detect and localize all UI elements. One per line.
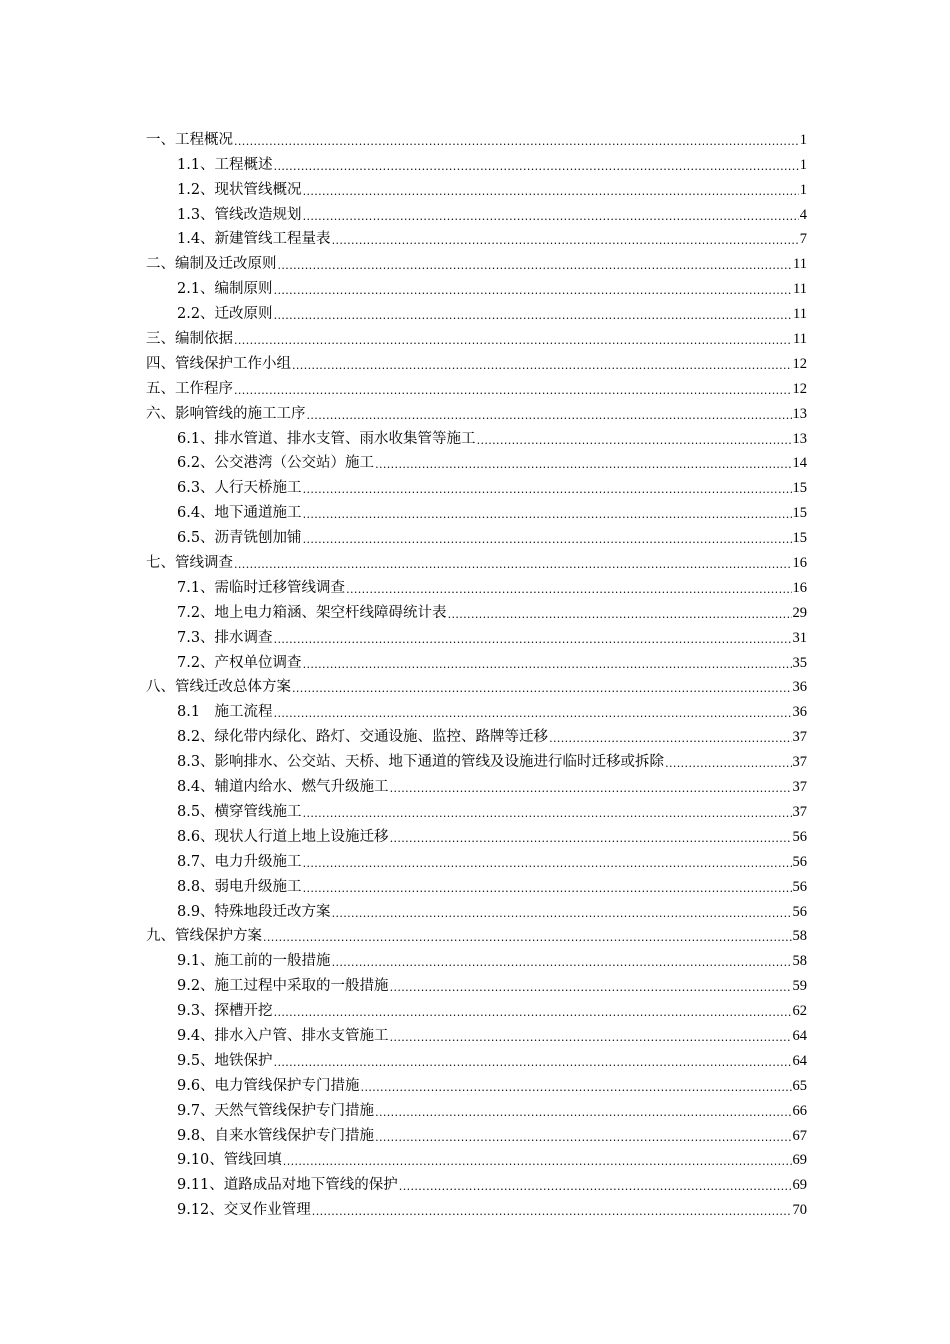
toc-entry-title: 6.3、人行天桥施工 — [177, 480, 302, 497]
toc-entry-title: 8.6、现状人行道上地上设施迁移 — [177, 828, 389, 845]
toc-entry-title: 一、工程概况 — [146, 131, 233, 148]
toc-section-entry[interactable] — [146, 871, 807, 896]
dot-leader — [312, 1201, 792, 1219]
toc-section-entry[interactable] — [146, 497, 807, 522]
dot-leader — [303, 206, 799, 224]
dot-leader — [346, 579, 791, 597]
toc-section-entry[interactable] — [146, 771, 807, 796]
toc-page-number: 59 — [792, 978, 807, 995]
toc-chapter-entry[interactable] — [146, 398, 807, 423]
toc-entry-title: 9.10、管线回填 — [177, 1152, 282, 1169]
toc-entry-title: 9.6、电力管线保护专门措施 — [177, 1077, 360, 1094]
toc-page-number: 4 — [799, 206, 807, 223]
toc-section-entry[interactable] — [146, 298, 807, 323]
toc-entry-title: 6.1、排水管道、排水支管、雨水收集管等施工 — [177, 430, 476, 447]
toc-section-entry[interactable] — [146, 1095, 807, 1120]
dot-leader — [477, 430, 792, 448]
toc-entry-title: 9.3、探槽开挖 — [177, 1003, 273, 1020]
toc-entry-title: 1.1、工程概述 — [177, 156, 273, 173]
toc-section-entry[interactable] — [146, 945, 807, 970]
dot-leader — [274, 1002, 792, 1020]
dot-leader — [234, 380, 792, 398]
toc-page-number: 69 — [792, 1152, 807, 1169]
toc-entry-title: 8.3、影响排水、公交站、天桥、地下通道的管线及设施进行临时迁移或拆除 — [177, 754, 665, 771]
toc-chapter-entry[interactable] — [146, 373, 807, 398]
dot-leader — [303, 654, 792, 672]
toc-page-number: 56 — [792, 828, 807, 845]
toc-chapter-entry[interactable] — [146, 921, 807, 946]
toc-entry-title: 7.1、需临时迁移管线调查 — [177, 579, 346, 596]
toc-page-number: 67 — [792, 1127, 807, 1144]
toc-section-entry[interactable] — [146, 224, 807, 249]
toc-entry-title: 二、编制及迁改原则 — [146, 256, 277, 273]
toc-page-number: 58 — [792, 928, 807, 945]
toc-section-entry[interactable] — [146, 1169, 807, 1194]
dot-leader — [375, 454, 791, 472]
dot-leader — [234, 131, 799, 149]
toc-entry-title: 9.11、道路成品对地下管线的保护 — [177, 1177, 398, 1194]
toc-section-entry[interactable] — [146, 622, 807, 647]
toc-chapter-entry[interactable] — [146, 547, 807, 572]
toc-entry-title: 9.4、排水入户管、排水支管施工 — [177, 1027, 389, 1044]
toc-entry-title: 6.5、沥青铣刨加铺 — [177, 530, 302, 547]
toc-page-number: 1 — [799, 156, 807, 173]
toc-page-number: 29 — [792, 604, 807, 621]
toc-page-number: 13 — [792, 405, 807, 422]
dot-leader — [665, 753, 791, 771]
toc-entry-title: 6.4、地下通道施工 — [177, 505, 302, 522]
dot-leader — [307, 405, 792, 423]
dot-leader — [390, 1027, 792, 1045]
toc-section-entry[interactable] — [146, 1145, 807, 1170]
dot-leader — [234, 330, 792, 348]
dot-leader — [234, 554, 792, 572]
dot-leader — [303, 803, 792, 821]
toc-entry-title: 9.5、地铁保护 — [177, 1052, 273, 1069]
toc-entry-title: 9.12、交叉作业管理 — [177, 1202, 311, 1219]
toc-section-entry[interactable] — [146, 970, 807, 995]
toc-entry-title: 8.9、特殊地段迁改方案 — [177, 903, 331, 920]
toc-entry-title: 7.2、地上电力箱涵、架空杆线障碍统计表 — [177, 604, 447, 621]
toc-entry-title: 8.7、电力升级施工 — [177, 853, 302, 870]
dot-leader — [292, 678, 792, 696]
toc-section-entry[interactable] — [146, 846, 807, 871]
dot-leader — [375, 1102, 791, 1120]
dot-leader — [303, 479, 792, 497]
toc-entry-title: 7.2、产权单位调查 — [177, 654, 302, 671]
toc-page-number: 62 — [792, 1003, 807, 1020]
toc-section-entry[interactable] — [146, 174, 807, 199]
toc-entry-title: 七、管线调查 — [146, 555, 233, 572]
toc-entry-title: 8.8、弱电升级施工 — [177, 878, 302, 895]
toc-page-number: 11 — [793, 331, 807, 348]
toc-page-number: 64 — [792, 1052, 807, 1069]
toc-page-number: 56 — [792, 878, 807, 895]
toc-entry-title: 8.5、横穿管线施工 — [177, 803, 302, 820]
toc-section-entry[interactable] — [146, 796, 807, 821]
dot-leader — [278, 255, 793, 273]
toc-page-number: 16 — [792, 579, 807, 596]
toc-section-entry[interactable] — [146, 199, 807, 224]
toc-page-number: 37 — [792, 729, 807, 746]
toc-section-entry[interactable] — [146, 273, 807, 298]
toc-entry-title: 8.4、辅道内给水、燃气升级施工 — [177, 779, 389, 796]
toc-section-entry[interactable] — [146, 597, 807, 622]
dot-leader — [448, 604, 792, 622]
toc-section-entry[interactable] — [146, 1020, 807, 1045]
toc-entry-title: 9.7、天然气管线保护专门措施 — [177, 1102, 375, 1119]
toc-section-entry[interactable] — [146, 721, 807, 746]
toc-chapter-entry[interactable] — [146, 348, 807, 373]
toc-page-number: 69 — [792, 1177, 807, 1194]
toc-section-entry[interactable] — [146, 896, 807, 921]
toc-page-number: 36 — [792, 679, 807, 696]
dot-leader — [549, 728, 791, 746]
toc-entry-title: 1.2、现状管线概况 — [177, 181, 302, 198]
toc-page-number: 58 — [792, 953, 807, 970]
dot-leader — [283, 1151, 792, 1169]
toc-page-number: 12 — [792, 355, 807, 372]
toc-page-number: 37 — [792, 754, 807, 771]
toc-page-number: 16 — [792, 555, 807, 572]
toc-entry-title: 9.1、施工前的一般措施 — [177, 953, 331, 970]
dot-leader — [274, 305, 792, 323]
toc-page-number: 36 — [792, 704, 807, 721]
toc-entry-title: 8.1 施工流程 — [177, 704, 273, 721]
toc-page-number: 35 — [792, 654, 807, 671]
toc-entry-title: 五、工作程序 — [146, 380, 233, 397]
toc-entry-title: 9.8、自来水管线保护专门措施 — [177, 1127, 375, 1144]
dot-leader — [399, 1176, 792, 1194]
toc-section-entry[interactable] — [146, 746, 807, 771]
dot-leader — [390, 778, 792, 796]
toc-section-entry[interactable] — [146, 149, 807, 174]
toc-section-entry[interactable] — [146, 522, 807, 547]
toc-section-entry[interactable] — [146, 572, 807, 597]
toc-page-number: 37 — [792, 803, 807, 820]
toc-page-number: 37 — [792, 779, 807, 796]
dot-leader — [263, 927, 792, 945]
dot-leader — [274, 156, 799, 174]
table-of-contents — [146, 124, 807, 1219]
toc-section-entry[interactable] — [146, 448, 807, 473]
toc-entry-title: 1.3、管线改造规划 — [177, 206, 302, 223]
toc-page-number: 64 — [792, 1027, 807, 1044]
toc-page-number: 66 — [792, 1102, 807, 1119]
dot-leader — [361, 1077, 792, 1095]
toc-page-number: 12 — [792, 380, 807, 397]
toc-page-number: 11 — [793, 281, 807, 298]
toc-chapter-entry[interactable] — [146, 248, 807, 273]
dot-leader — [274, 1052, 792, 1070]
toc-page-number: 15 — [792, 530, 807, 547]
toc-entry-title: 三、编制依据 — [146, 331, 233, 348]
toc-entry-title: 四、管线保护工作小组 — [146, 355, 291, 372]
toc-entry-title: 九、管线保护方案 — [146, 928, 262, 945]
toc-section-entry[interactable] — [146, 995, 807, 1020]
dot-leader — [375, 1127, 791, 1145]
toc-page-number: 70 — [792, 1202, 807, 1219]
dot-leader — [274, 703, 792, 721]
toc-entry-title: 六、影响管线的施工工序 — [146, 405, 306, 422]
toc-section-entry[interactable] — [146, 472, 807, 497]
toc-entry-title: 9.2、施工过程中采取的一般措施 — [177, 978, 389, 995]
toc-chapter-entry[interactable] — [146, 672, 807, 697]
toc-page-number: 7 — [799, 231, 807, 248]
toc-section-entry[interactable] — [146, 821, 807, 846]
dot-leader — [303, 181, 799, 199]
toc-chapter-entry[interactable] — [146, 124, 807, 149]
toc-section-entry[interactable] — [146, 1120, 807, 1145]
dot-leader — [303, 529, 792, 547]
toc-section-entry[interactable] — [146, 647, 807, 672]
dot-leader — [332, 952, 792, 970]
toc-page-number: 65 — [792, 1077, 807, 1094]
toc-section-entry[interactable] — [146, 1194, 807, 1219]
toc-entry-title: 6.2、公交港湾（公交站）施工 — [177, 455, 375, 472]
toc-section-entry[interactable] — [146, 1045, 807, 1070]
toc-page-number: 15 — [792, 480, 807, 497]
toc-entry-title: 2.2、迁改原则 — [177, 306, 273, 323]
dot-leader — [274, 280, 792, 298]
toc-entry-title: 7.3、排水调查 — [177, 629, 273, 646]
dot-leader — [274, 629, 792, 647]
toc-chapter-entry[interactable] — [146, 323, 807, 348]
toc-page-number: 13 — [792, 430, 807, 447]
toc-page-number: 56 — [792, 903, 807, 920]
toc-entry-title: 八、管线迁改总体方案 — [146, 679, 291, 696]
toc-entry-title: 1.4、新建管线工程量表 — [177, 231, 331, 248]
toc-page-number: 56 — [792, 853, 807, 870]
toc-page-number: 14 — [792, 455, 807, 472]
toc-entry-title: 2.1、编制原则 — [177, 281, 273, 298]
toc-page-number: 31 — [792, 629, 807, 646]
toc-page-number: 11 — [793, 256, 807, 273]
dot-leader — [332, 903, 792, 921]
dot-leader — [292, 355, 792, 373]
dot-leader — [390, 977, 792, 995]
toc-entry-title: 8.2、绿化带内绿化、路灯、交通设施、监控、路牌等迁移 — [177, 729, 549, 746]
dot-leader — [303, 504, 792, 522]
dot-leader — [390, 828, 792, 846]
toc-section-entry[interactable] — [146, 696, 807, 721]
toc-page-number: 15 — [792, 505, 807, 522]
dot-leader — [332, 230, 799, 248]
toc-section-entry[interactable] — [146, 1070, 807, 1095]
dot-leader — [303, 878, 792, 896]
dot-leader — [303, 853, 792, 871]
toc-page-number: 11 — [793, 306, 807, 323]
toc-page-number: 1 — [799, 131, 807, 148]
toc-section-entry[interactable] — [146, 423, 807, 448]
toc-page-number: 1 — [799, 181, 807, 198]
